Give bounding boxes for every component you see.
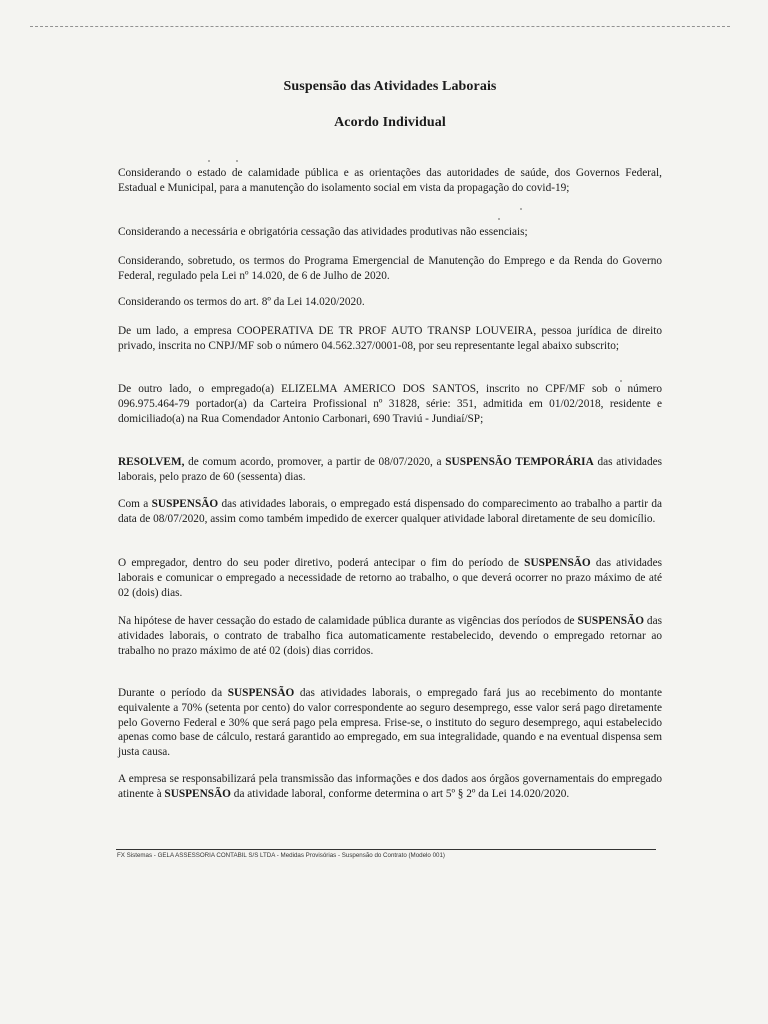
- scan-speck: [520, 208, 522, 210]
- paragraph-art8: Considerando os termos do art. 8º da Lei 14.020/2020.: [118, 296, 365, 308]
- paragraph-empregador: [118, 556, 662, 600]
- text-segment: A empresa se responsabilizará pela transmissão das informações e dos dados aos órgãos governamentais do empregado atinente à: [118, 773, 662, 800]
- paragraph-com-suspensao: [118, 497, 662, 527]
- scan-speck: [208, 160, 210, 162]
- text-segment: das atividades laborais, o contrato de trabalho fica automaticamente restabelecido, devendo o empregado retornar ao trabalho no prazo máximo de até 02 (dois) dias corridos.: [118, 615, 662, 657]
- text-segment: Durante o período da: [118, 687, 228, 699]
- paragraph-calamidade: Considerando o estado de calamidade pública e as orientações das autoridades de saúde, dos Governos Federal, Estadual e Municipal, para a manutenção do isolamento social em vista da propagação do covid-19;: [118, 167, 662, 194]
- text-segment: das atividades laborais, o empregado fará jus ao recebimento do montante equivalente a 70% (setenta por cento) do valor correspondente ao seguro desemprego, esse valor será pago diretamente pelo Governo Federal e 30% que será pago pela empresa. Frise-se, o instituto do seguro desemprego, aqui estabelecido apenas como base de cálculo, restará garantido ao empregado, em sua integralidade, quando e na eventual dispensa sem justa causa.: [118, 687, 662, 759]
- scan-artifact-line: [30, 26, 730, 27]
- text-segment: das atividades laborais, o empregado está dispensado do comparecimento ao trabalho a partir da data de 08/07/2020, assim como também impedido de exercer qualquer atividade laboral diretamente de seu domicílio.: [118, 498, 662, 525]
- suspensao-emphasis: SUSPENSÃO: [227, 687, 295, 699]
- resolvem-lead: RESOLVEM,: [118, 456, 185, 468]
- paragraph-cessacao: Considerando a necessária e obrigatória cessação das atividades produtivas não essenciais;: [118, 226, 528, 238]
- paragraph-programa: Considerando, sobretudo, os termos do Programa Emergencial de Manutenção do Emprego e da Renda do Governo Federal, regulado pela Lei nº 14.020, de 6 de Julho de 2020.: [118, 255, 662, 282]
- resolvem-text-b: das atividades laborais, pelo prazo de 60 (sessenta) dias.: [118, 456, 662, 483]
- paragraph-empresa: De um lado, a empresa COOPERATIVA DE TR PROF AUTO TRANSP LOUVEIRA, pessoa jurídica de direito privado, inscrita no CNPJ/MF sob o número 04.562.327/0001-08, por seu representante legal abaixo subscrito;: [118, 325, 662, 352]
- footer-divider: [116, 849, 656, 850]
- paragraph-transmissao: [118, 772, 662, 802]
- text-segment: Na hipótese de haver cessação do estado de calamidade pública durante as vigências dos períodos de: [118, 615, 578, 627]
- suspensao-emphasis: SUSPENSÃO: [577, 615, 645, 627]
- paragraph-durante: [118, 686, 662, 760]
- paragraph-empregado: De outro lado, o empregado(a) ELIZELMA AMERICO DOS SANTOS, inscrito no CPF/MF sob o número 096.975.464-79 portador(a) da Carteira Profissional nº 31828, série: 351, admitida em 01/02/2018, residente e domiciliado(a) na Rua Comendador Antonio Carbonari, 690 Traviú - Jundiaí/SP;: [118, 383, 662, 425]
- text-segment: da atividade laboral, conforme determina o art 5º § 2º da Lei 14.020/2020.: [230, 787, 570, 800]
- paragraph-hipotese: [118, 614, 662, 658]
- paragraph-resolvem: [118, 455, 662, 485]
- scan-speck: [498, 218, 500, 220]
- footer-text: FX Sistemas - GELA ASSESSORIA CONTABIL S/S LTDA - Medidas Provisórias - Suspensão do Contrato (Modelo 001): [117, 852, 445, 859]
- document-subtitle: Acordo Individual: [334, 115, 446, 130]
- text-segment: O empregador, dentro do seu poder diretivo, poderá antecipar o fim do período de: [118, 557, 525, 569]
- text-segment: Com a: [118, 498, 152, 510]
- suspensao-emphasis: SUSPENSÃO: [524, 557, 591, 569]
- document-title: Suspensão das Atividades Laborais: [283, 79, 497, 94]
- resolvem-text-a: de comum acordo, promover, a partir de 08/07/2020, a: [184, 456, 446, 468]
- suspensao-temporaria: SUSPENSÃO TEMPORÁRIA: [445, 456, 594, 468]
- text-segment: das atividades laborais e comunicar o empregado a necessidade de retorno ao trabalho, o que deverá ocorrer no prazo máximo de até 02 (dois) dias.: [118, 557, 662, 599]
- suspensao-emphasis: SUSPENSÃO: [151, 498, 219, 510]
- suspensao-emphasis: SUSPENSÃO: [164, 787, 231, 800]
- scan-speck: [236, 160, 238, 162]
